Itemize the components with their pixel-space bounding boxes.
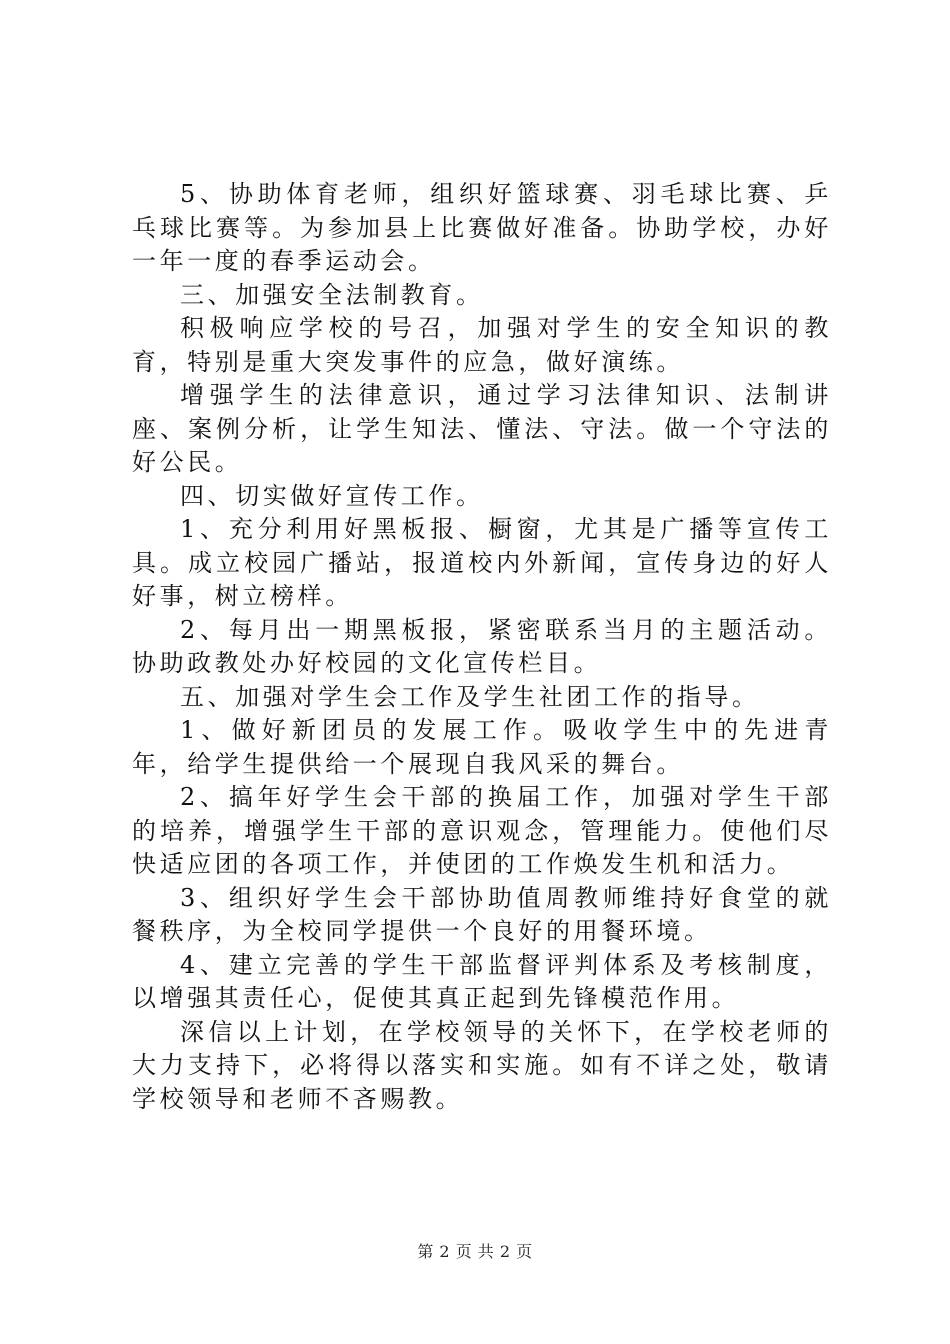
paragraph-broadcast-station: 1、充分利用好黑板报、橱窗，尤其是广播等宣传工具。成立校园广播站，报道校内外新闻，宣传身边的好人好事，树立榜样。 xyxy=(132,515,832,610)
paragraph-safety-knowledge: 积极响应学校的号召，加强对学生的安全知识的教育，特别是重大突发事件的应急，做好演练。 xyxy=(132,314,832,376)
paragraph-legal-awareness: 增强学生的法律意识，通过学习法律知识、法制讲座、案例分析，让学生知法、懂法、守法。做一个守法的好公民。 xyxy=(132,381,832,476)
paragraph-blackboard-newspaper: 2、每月出一期黑板报，紧密联系当月的主题活动。协助政教处办好校园的文化宣传栏目。 xyxy=(132,615,832,677)
paragraph-sports-events: 5、协助体育老师，组织好篮球赛、羽毛球比赛、乒乓球比赛等。为参加县上比赛做好准备。协助学校，办好一年一度的春季运动会。 xyxy=(132,180,832,275)
heading-student-union-guidance: 五、加强对学生会工作及学生社团工作的指导。 xyxy=(180,682,760,711)
paragraph-closing: 深信以上计划，在学校领导的关怀下，在学校老师的大力支持下，必将得以落实和实施。如有不详之处，敬请学校领导和老师不吝赐教。 xyxy=(132,1017,832,1113)
paragraph-canteen-order: 3、组织好学生会干部协助值周教师维持好食堂的就餐秩序，为全校同学提供一个良好的用餐环境。 xyxy=(132,883,832,945)
paragraph-new-members: 1、做好新团员的发展工作。吸收学生中的先进青年，给学生提供给一个展现自我风采的舞台。 xyxy=(132,716,832,778)
paragraph-cadre-election: 2、搞年好学生会干部的换届工作，加强对学生干部的培养，增强学生干部的意识观念，管理能力。使他们尽快适应团的各项工作，并使团的工作焕发生机和活力。 xyxy=(132,783,832,878)
paragraph-evaluation-system: 4、建立完善的学生干部监督评判体系及考核制度，以增强其责任心，促使其真正起到先锋模范作用。 xyxy=(132,950,832,1012)
heading-publicity-work: 四、切实做好宣传工作。 xyxy=(180,481,484,510)
page-number-footer: 第 2 页 共 2 页 xyxy=(417,1242,533,1261)
heading-safety-legal-education: 三、加强安全法制教育。 xyxy=(180,280,484,309)
document-body xyxy=(132,178,832,1116)
